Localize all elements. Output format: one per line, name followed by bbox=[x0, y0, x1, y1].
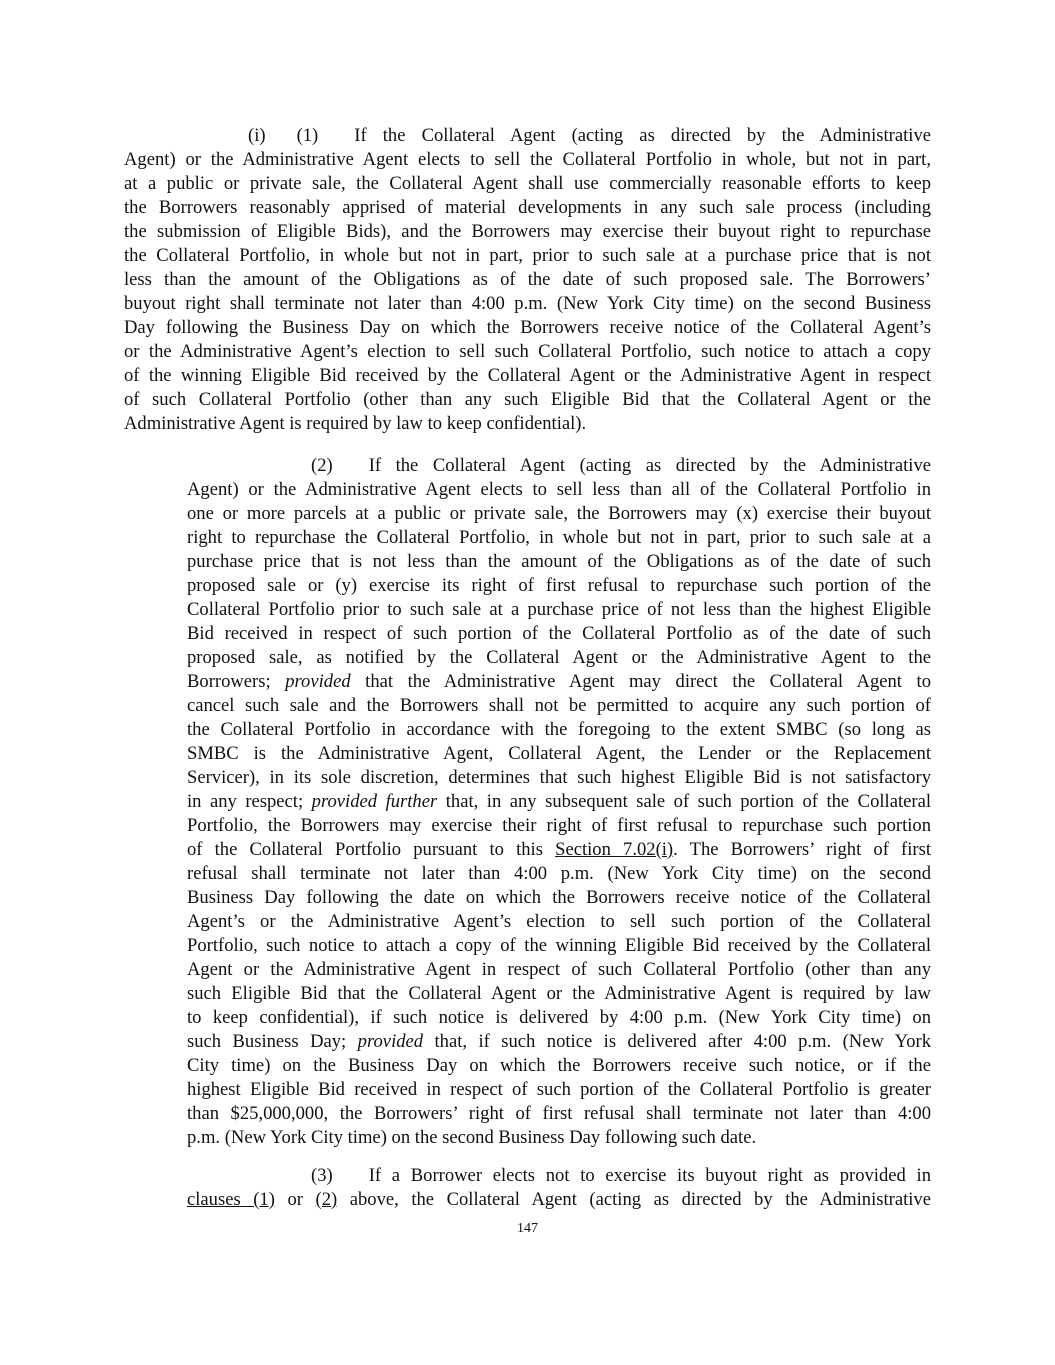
section-label: (i) bbox=[248, 125, 266, 146]
clause-label: (1) bbox=[296, 125, 319, 146]
text-line: right to repurchase the Collateral Portfolio, in whole but not in part, prior to such sale at a bbox=[187, 527, 931, 548]
text-line: one or more parcels at a public or private sale, the Borrowers may (x) exercise their buyout bbox=[187, 503, 931, 524]
text-line: SMBC is the Administrative Agent, Collateral Agent, the Lender or the Replacement bbox=[187, 743, 931, 764]
text-line: Business Day following the date on which the Borrowers receive notice of the Collateral bbox=[187, 887, 931, 908]
text-line: the submission of Eligible Bids), and the Borrowers may exercise their buyout right to repurchase bbox=[124, 221, 931, 242]
paragraph-i-3 bbox=[187, 1164, 931, 1212]
text-line: Agent) or the Administrative Agent elects to sell the Collateral Portfolio in whole, but not in part, bbox=[124, 149, 931, 170]
text-line: than $25,000,000, the Borrowers’ right of first refusal shall terminate not later than 4:00 bbox=[187, 1103, 931, 1124]
text-line: Agent’s or the Administrative Agent’s election to sell such portion of the Collateral bbox=[187, 911, 931, 932]
text-line: the Collateral Portfolio in accordance with the foregoing to the extent SMBC (so long as bbox=[187, 719, 931, 740]
text-line: proposed sale, as notified by the Collateral Agent or the Administrative Agent to the bbox=[187, 647, 931, 668]
text-line: buyout right shall terminate not later than 4:00 p.m. (New York City time) on the second Business bbox=[124, 293, 931, 314]
text-line: less than the amount of the Obligations as of the date of such proposed sale. The Borrowers’ bbox=[124, 269, 931, 290]
text-line: Borrowers; provided that the Administrative Agent may direct the Collateral Agent to bbox=[187, 671, 931, 692]
text-line: to keep confidential), if such notice is delivered by 4:00 p.m. (New York City time) on bbox=[187, 1007, 931, 1028]
text-line: at a public or private sale, the Collateral Agent shall use commercially reasonable efforts to keep bbox=[124, 173, 931, 194]
text-line: such Eligible Bid that the Collateral Agent or the Administrative Agent is required by law bbox=[187, 983, 931, 1004]
text-line: Agent or the Administrative Agent in respect of such Collateral Portfolio (other than any bbox=[187, 959, 931, 980]
text-line: highest Eligible Bid received in respect of such portion of the Collateral Portfolio is greater bbox=[187, 1079, 931, 1100]
text-line: clauses (1) or (2) above, the Collateral Agent (acting as directed by the Administrative bbox=[187, 1189, 931, 1210]
text-line: such Business Day; provided that, if such notice is delivered after 4:00 p.m. (New York bbox=[187, 1031, 931, 1052]
paragraph-i-1 bbox=[124, 124, 931, 436]
text-line: Collateral Portfolio prior to such sale at a purchase price of not less than the highest Eligible bbox=[187, 599, 931, 620]
text-line: Servicer), in its sole discretion, determines that such highest Eligible Bid is not satisfactory bbox=[187, 767, 931, 788]
text-line: the Collateral Portfolio, in whole but not in part, prior to such sale at a purchase price that is not bbox=[124, 245, 931, 266]
text-line: proposed sale or (y) exercise its right of first refusal to repurchase such portion of the bbox=[187, 575, 931, 596]
text-line: in any respect; provided further that, in any subsequent sale of such portion of the Collateral bbox=[187, 791, 931, 812]
text-line: refusal shall terminate not later than 4:00 p.m. (New York City time) on the second bbox=[187, 863, 931, 884]
page-number: 147 bbox=[517, 1221, 538, 1236]
text-line: the Borrowers reasonably apprised of material developments in any such sale process (including bbox=[124, 197, 931, 218]
text-line: Agent) or the Administrative Agent elects to sell less than all of the Collateral Portfolio in bbox=[187, 479, 931, 500]
text-line: Administrative Agent is required by law to keep confidential). bbox=[124, 413, 587, 434]
text-line: p.m. (New York City time) on the second Business Day following such date. bbox=[187, 1127, 757, 1148]
text-line: City time) on the Business Day on which the Borrowers receive such notice, or if the bbox=[187, 1055, 931, 1076]
text-line: of such Collateral Portfolio (other than any such Eligible Bid that the Collateral Agent or the bbox=[124, 389, 931, 410]
text-line: Day following the Business Day on which the Borrowers receive notice of the Collateral Agent’s bbox=[124, 317, 931, 338]
clause-1-link[interactable]: clauses (1) bbox=[187, 1189, 275, 1210]
section-reference-link[interactable]: Section 7.02(i) bbox=[555, 839, 674, 860]
text-line: of the winning Eligible Bid received by the Collateral Agent or the Administrative Agent in respect bbox=[124, 365, 931, 386]
text-line: (i) (1) If the Collateral Agent (acting as directed by the Administrative bbox=[248, 125, 931, 146]
text-line: (3) If a Borrower elects not to exercise its buyout right as provided in bbox=[311, 1165, 931, 1186]
paragraph-i-2 bbox=[187, 454, 931, 1150]
text-line: Portfolio, such notice to attach a copy of the winning Eligible Bid received by the Collateral bbox=[187, 935, 931, 956]
clause-label: (3) bbox=[311, 1165, 333, 1186]
text-line: cancel such sale and the Borrowers shall not be permitted to acquire any such portion of bbox=[187, 695, 931, 716]
text-line: of the Collateral Portfolio pursuant to this Section 7.02(i). The Borrowers’ right of first bbox=[187, 839, 932, 860]
italic-term: provided further bbox=[311, 791, 438, 812]
text-line: (2) If the Collateral Agent (acting as directed by the Administrative bbox=[311, 455, 931, 476]
text-line: Portfolio, the Borrowers may exercise their right of first refusal to repurchase such portion bbox=[187, 815, 931, 836]
clause-2-link[interactable]: (2) bbox=[315, 1189, 338, 1210]
italic-term: provided bbox=[357, 1031, 424, 1052]
text-line: or the Administrative Agent’s election to sell such Collateral Portfolio, such notice to attach a copy bbox=[124, 341, 931, 362]
italic-term: provided bbox=[285, 671, 351, 692]
clause-label: (2) bbox=[311, 455, 333, 476]
text-line: Bid received in respect of such portion of the Collateral Portfolio as of the date of such bbox=[187, 623, 931, 644]
text-line: purchase price that is not less than the amount of the Obligations as of the date of such bbox=[187, 551, 931, 572]
